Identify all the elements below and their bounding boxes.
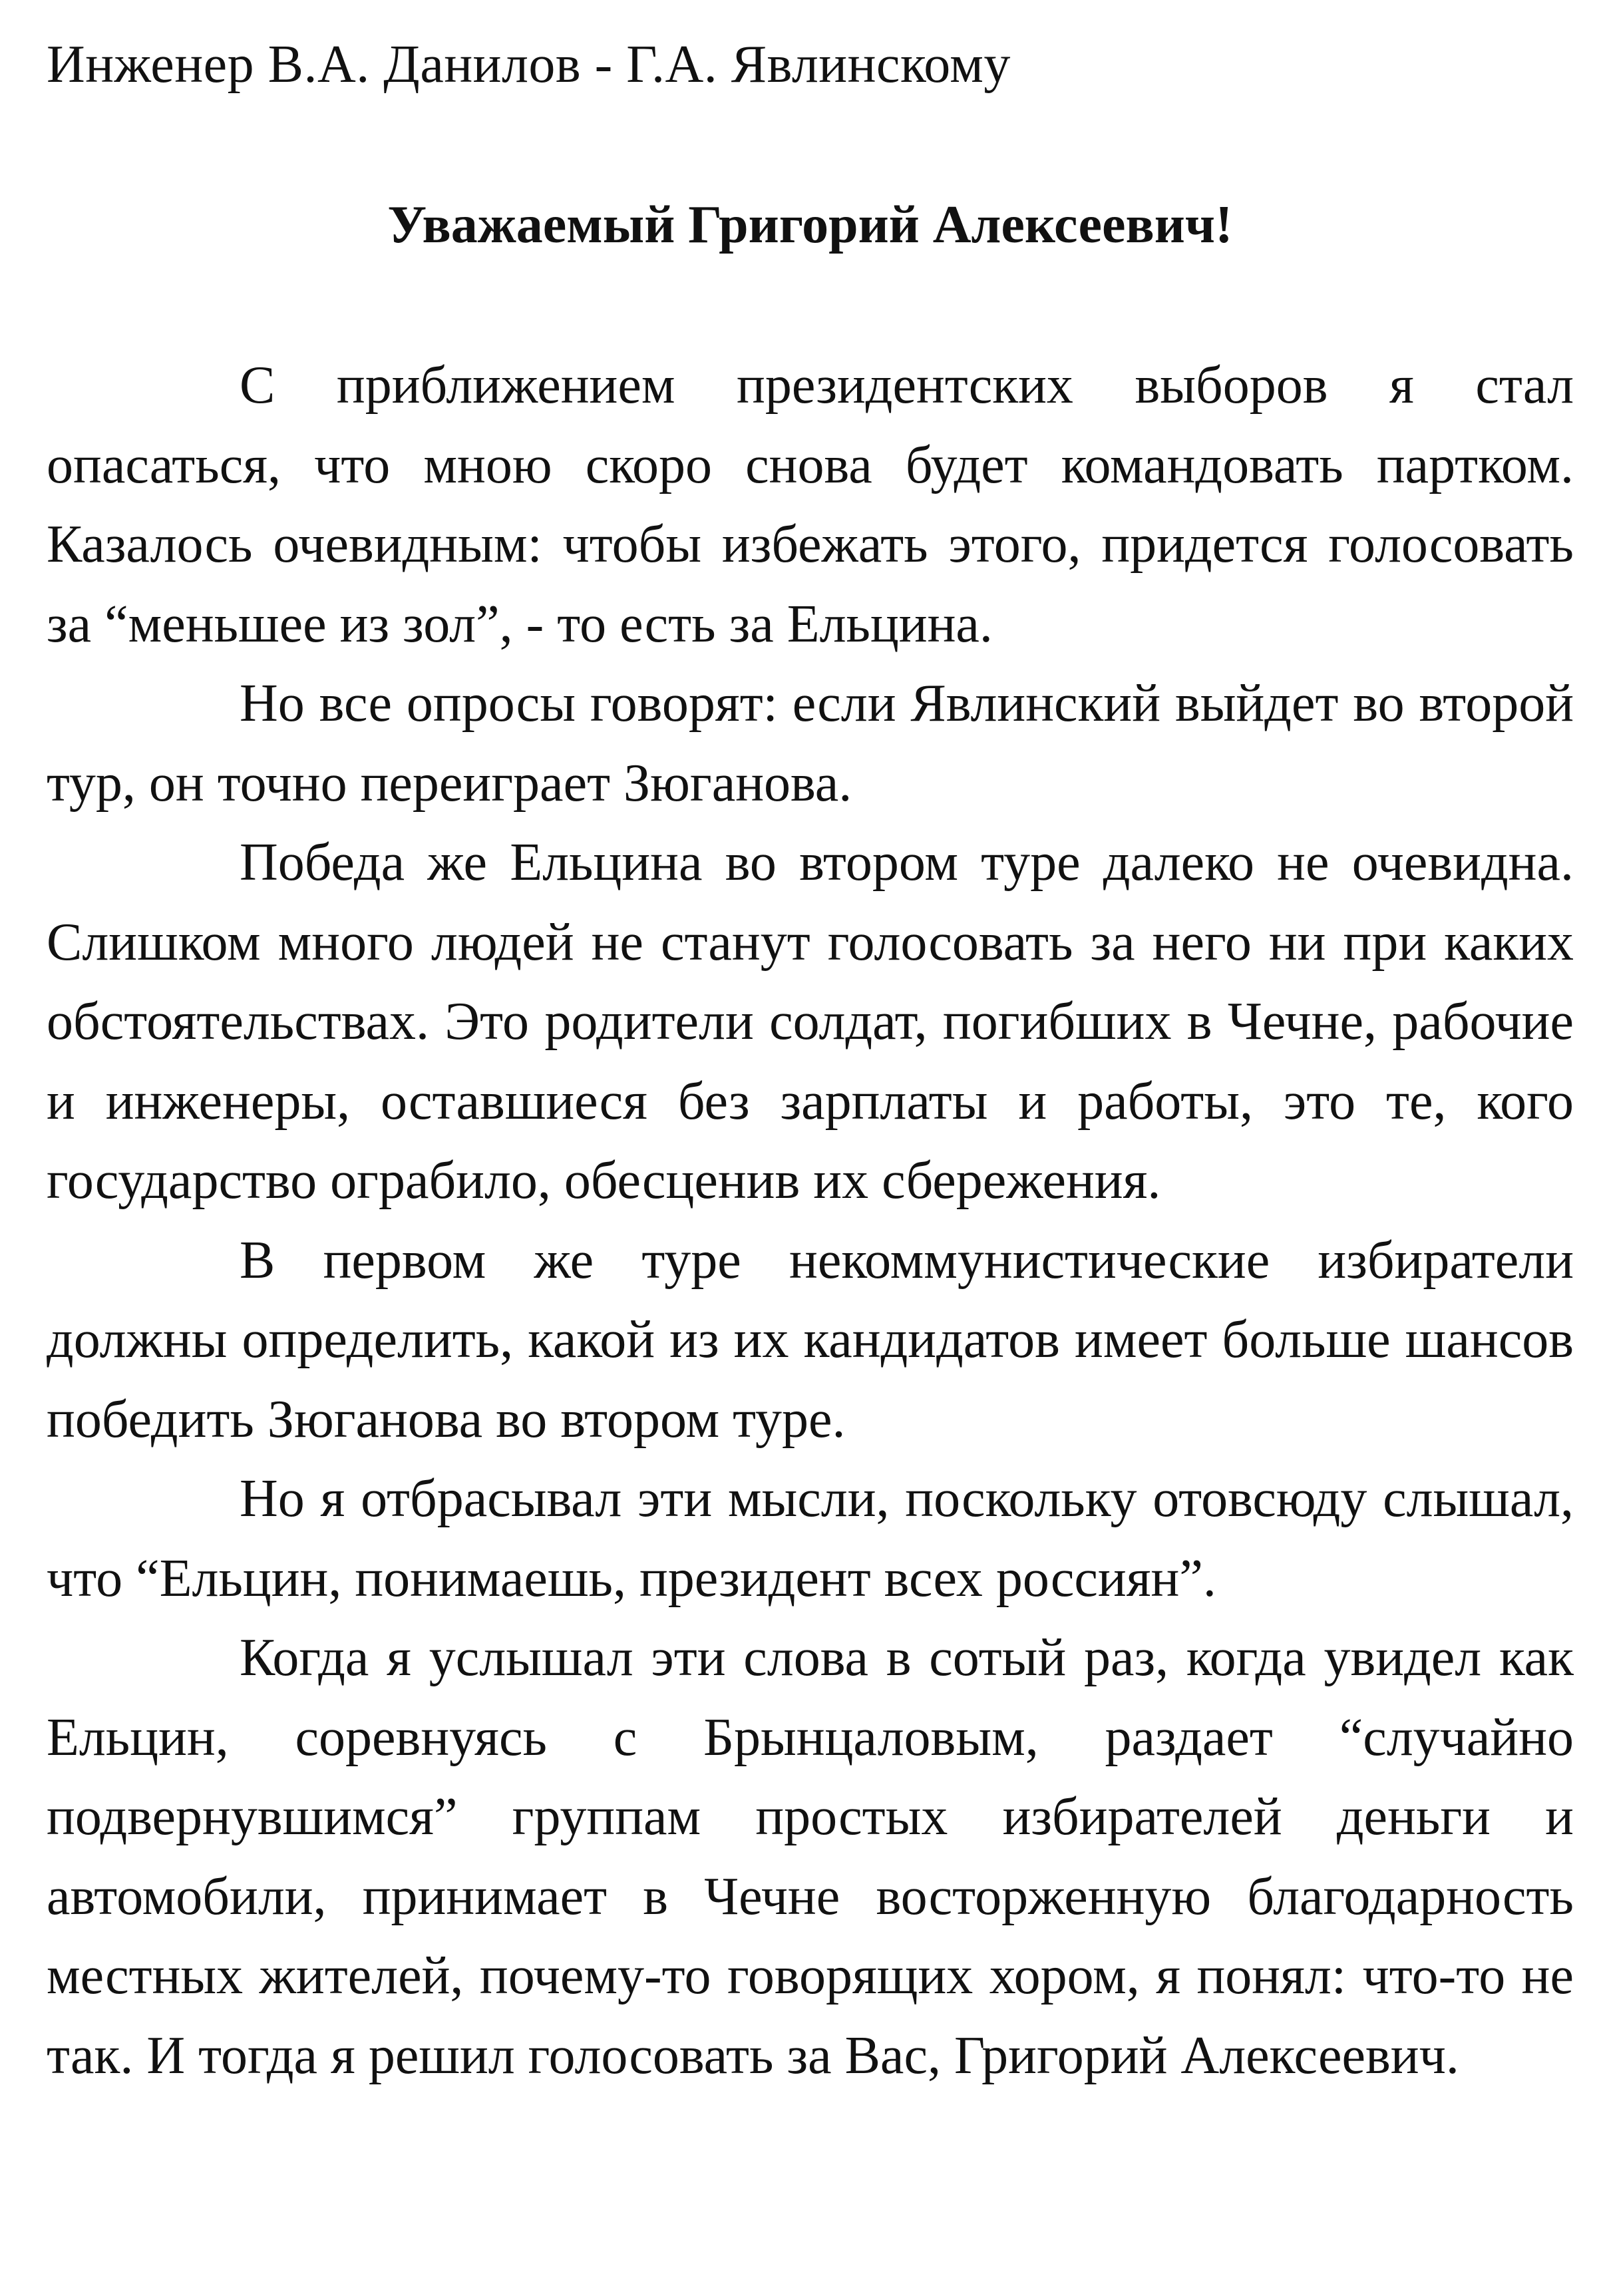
paragraph-5: Но я отбрасывал эти мысли, поскольку отовсюду слышал, что “Ельцин, понимаешь, президент всех россиян”. [47, 1469, 1574, 1608]
paragraph-4: В первом же туре некоммунистические избиратели должны определить, какой из их кандидатов имеет больше шансов победить Зюганова во втором туре. [47, 1231, 1574, 1449]
letter-body [47, 346, 1574, 2096]
paragraph-1: С приближением президентских выборов я стал опасаться, что мною скоро снова будет командовать партком. Казалось очевидным: чтобы избежать этого, придется голосовать за “меньшее из зол”, - то есть за Ельцина. [47, 356, 1574, 654]
salutation: Уважаемый Григорий Алексеевич! [387, 196, 1233, 254]
paragraph-2: Но все опросы говорят: если Явлинский выйдет во второй тур, он точно переиграет Зюганова. [47, 674, 1574, 813]
paragraph-3: Победа же Ельцина во втором туре далеко не очевидна. Слишком много людей не станут голосовать за него ни при каких обстоятельствах. Это родители солдат, погибших в Чечне, рабочие и инженеры, оставшиеся без зарплаты и работы, это те, кого государство ограбило, обесценив их сбережения. [47, 833, 1574, 1210]
letter-header: Инженер В.А. Данилов - Г.А. Явлинскому [47, 35, 1011, 94]
paragraph-6: Когда я услышал эти слова в сотый раз, когда увидел как Ельцин, соревнуясь с Брынцаловым, раздает “случайно подвернувшимся” группам простых избирателей деньги и автомобили, принимает в Чечне восторженную благодарность местных жителей, почему-то говорящих хором, я понял: что-то не так. И тогда я решил голосовать за Вас, Григорий Алексеевич. [47, 1628, 1574, 2085]
letter-page [47, 0, 1574, 2296]
